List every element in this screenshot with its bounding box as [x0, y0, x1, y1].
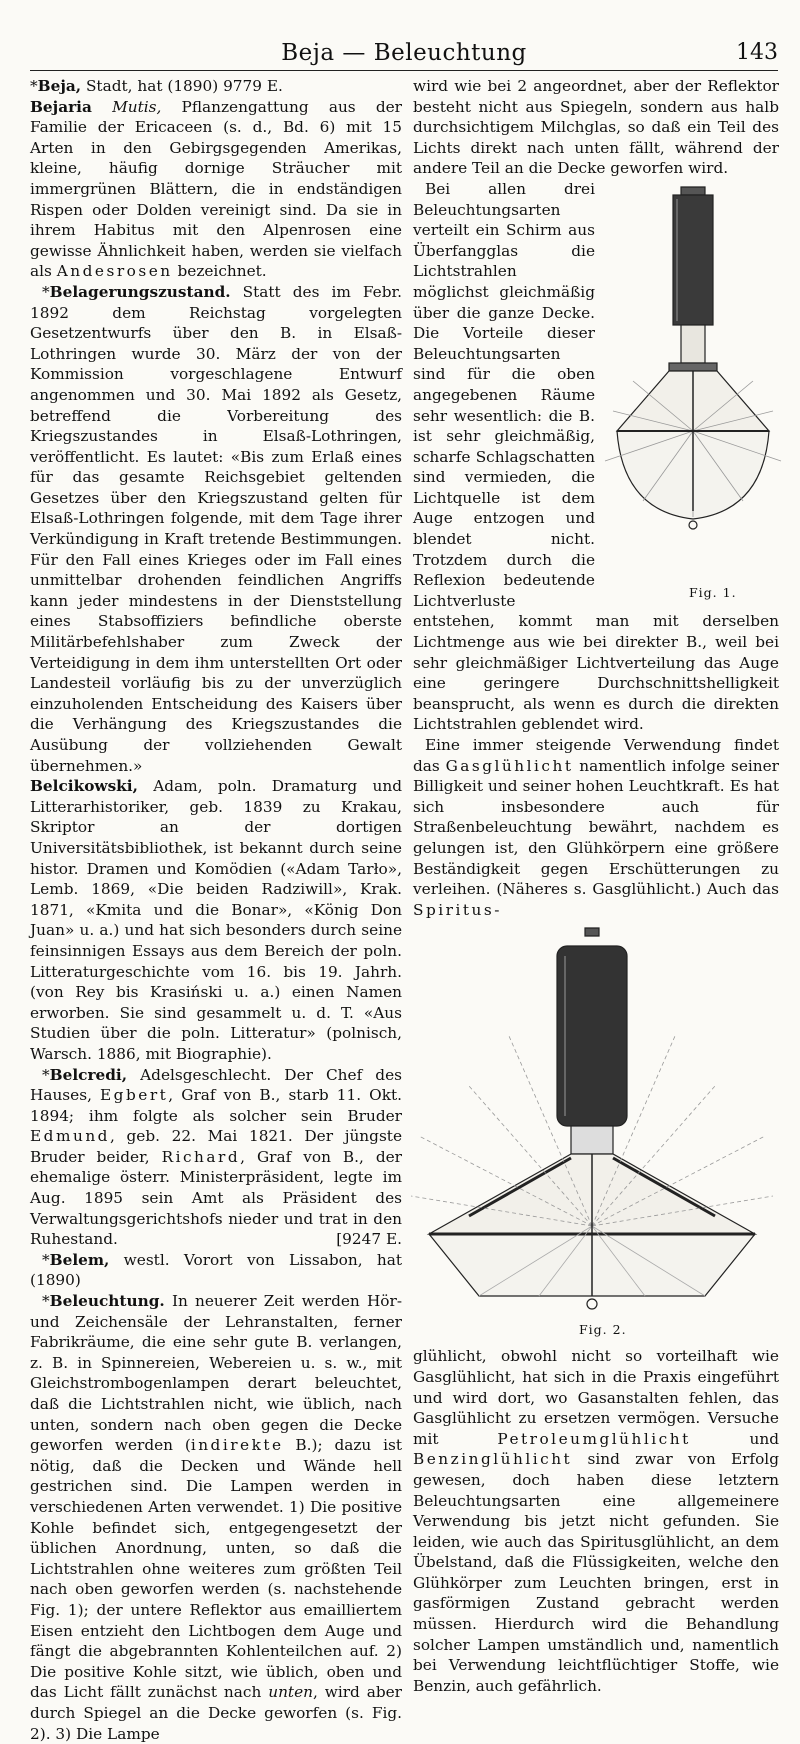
headword: Beja, [37, 77, 82, 95]
figure-2 [409, 926, 775, 1338]
entry-beleuchtung: *Beleuchtung. In neuerer Zeit werden Hör- und Zeichensäle der Lehranstalten, ferner Fabrikräume, die eine sehr gute B. verlangen, z. B. in Spinnereien, Webereien u. s. w., mit Gleichstrombogenlampen derart beleuchtet, daß die Lichtstrahlen nicht, wie üblich, nach unten, sondern nach oben gegen die Decke geworfen werden (indirekte B.); dazu ist nötig, daß die Decken und Wände hell gestrichen sind. Die Lampen werden in verschiedenen Arten verwendet. 1) Die positive Kohle befindet sich, entgegengesetzt der üblichen Anordnung, unten, so daß die Lichtstrahlen ohne weiteres zum größten Teil nach oben geworfen werden (s. nachstehende Fig. 1); der untere Reflektor aus emailliertem Eisen entzieht den Lichtbogen dem Auge und fängt die abgebrannten Kohlenteilchen auf. 2) Die positive Kohle sitzt, wie üblich, oben und das Licht fällt zunächst nach unten, wird aber durch Spiegel an die Decke geworfen (s. Fig. 2). 3) Die Lampe [30, 1292, 403, 1743]
running-header [30, 36, 778, 71]
page-number: 143 [736, 40, 778, 65]
entry-bejaria: Bejaria Mutis, Pflanzengattung aus der Familie der Ericaceen (s. d., Bd. 6) mit 15 Arten in den Gebirgsgegenden Amerikas, kleine, häufig dornige Sträucher mit immergrünen Blättern, die in endständigen Rispen oder Dolden vereinigt sind. Da sie in ihrem Habitus mit den Alpenrosen eine gewisse Ähnlichkeit haben, werden sie vielfach als Andesrosen bezeichnet. [30, 97, 402, 281]
header-title: Beja — Beleuchtung [281, 40, 527, 66]
paragraph-gasgluehlicht: Eine immer steigende Verwendung findet das Gasglühlicht namentlich infolge seiner Billigkeit und seiner hohen Leuchtkraft. Es hat sich insbesondere auch für Straßenbeleuchtung bewährt, nachdem es gelungen ist, den Glühkörpern eine größere Beständigkeit gegen Erschütterungen zu verleihen. (Näheres s. Gasglühlicht.) Auch das Spiritus- [413, 736, 779, 919]
entry-belcikowski: Belcikowski, Adam, poln. Dramaturg und Litterarhistoriker, geb. 1839 zu Krakau, Skriptor an der dortigen Universitätsbibliothek, ist bekannt durch seine histor. Dramen und Komödien («Adam Tarło», Lemb. 1869, «Die beiden Radziwill», Krak. 1871, «Kmita und die Bonar», «König Don Juan» u. a.) und hat sich besonders durch seine feinsinnigen Essays aus dem Bereich der poln. Litteraturgeschichte vom 16. bis 19. Jahrh. (von Rey bis Krasiński u. a.) einen Namen erworben. Sie sind gesammelt u. d. T. «Aus Studien über die poln. Litteratur» (polnisch, Warsch. 1886, mit Biographie). [30, 777, 402, 1063]
figure-1-caption: Fig. 1. [689, 584, 737, 600]
entry-belcredi: *Belcredi, Adelsgeschlecht. Der Chef des Hauses, Egbert, Graf von B., starb 11. Okt. 1894; ihm folgte als solcher sein Bruder Edmund, geb. 22. Mai 1821. Der jüngste Bruder beider, Richard, Graf von B., der ehemalige österr. Ministerpräsident, legte im Aug. 1895 sein Amt als Präsident des Verwaltungsgerichtshofs nieder und trat in den Ruhestand. [9247 E. [30, 1065, 402, 1249]
paragraph-beleuchtungsarten: Bei allen drei Beleuchtungsarten verteilt ein Schirm aus Überfangglas die Lichtstrahlen möglichst gleichmäßig über die ganze Decke. Die Vorteile dieser Beleuchtungsarten sind für die oben angegebenen Räume sehr wesentlich: die B. ist sehr gleichmäßig, scharfe Schlagschatten sind vermieden, die Lichtquelle ist dem Auge entzogen und blendet nicht. Trotzdem durch die Reflexion bedeutende Lichtverluste entstehen, kommt man mit derselben Lichtmenge aus wie bei direkter B., weil bei sehr gleichmäßiger Lichtverteilung das Auge eine geringere Durchschnittshelligkeit beansprucht, als wenn es durch die direkten Lichtstrahlen geblendet wird. [413, 179, 779, 734]
paragraph-continued: wird wie bei 2 angeordnet, aber der Reflektor besteht nicht aus Spiegeln, sondern aus halb durchsichtigem Milchglas, so daß ein Teil des Lichts direkt nach unten fällt, während der andere Teil an die Decke geworfen wird. [413, 77, 779, 178]
entry-beja: *Beja, Stadt, hat (1890) 9779 E. [30, 77, 283, 95]
headword: Belagerungszustand. [49, 282, 231, 301]
headword: Belem, [49, 1250, 110, 1269]
lamp-illustration-2 [409, 926, 775, 1318]
headword: Bejaria [30, 97, 92, 116]
left-column [30, 76, 402, 1744]
entry-belagerungszustand: *Belagerungszustand. Statt des im Febr. 1892 dem Reichstag vorgelegten Gesetzentwurfs über den B. in Elsaß-Lothringen wurde 30. März der von der Kommission vorgeschlagene Entwurf angenommen und 30. Mai 1892 als Gesetz, betreffend die Vorbereitung des Kriegszustandes in Elsaß-Lothringen, veröffentlicht. Es lautet: «Bis zum Erlaß eines für das gesamte Reichsgebiet geltenden Gesetzes über den Kriegszustand gelten für Elsaß-Lothringen folgende, mit dem Tage ihrer Verkündigung in Kraft tretende Bestimmungen. Für den Fall eines Krieges oder im Fall eines unmittelbar drohenden feindlichen Angriffs kann jeder mindestens in der Dienststellung eines Stabsoffiziers befindliche oberste Militärbefehlshaber zum Zweck der Verteidigung in dem ihm unterstellten Ort oder Landesteil vorläufig bis zu der unverzüglich einzuholenden Entscheidung des Kaisers über die Verhängung des Kriegszustandes die Ausübung der vollziehenden Gewalt übernehmen.» [30, 282, 402, 775]
figure-1 [603, 181, 783, 611]
figure-2-caption: Fig. 2. [579, 1322, 627, 1338]
entry-belem: *Belem, westl. Vorort von Lissabon, hat (1890) [30, 1250, 402, 1290]
right-column [413, 76, 779, 1696]
paragraph-spiritusgluehlicht: glühlicht, obwohl nicht so vorteilhaft wie Gasglühlicht, hat sich in die Praxis eingeführt und wird dort, wo Gasanstalten fehlen, das Gasglühlicht zu ersetzen vermögen. Versuche mit Petroleumglühlicht und Benzinglühlicht sind zwar von Erfolg gewesen, doch haben diese letztern Beleuchtungsarten eine allgemeinere Verwendung bis jetzt nicht gefunden. Sie leiden, wie auch das Spiritusglühlicht, an dem Übelstand, daß die Flüssigkeiten, welche den Glühkörper zum Leuchten bringen, erst in gasförmigen Zustand gebracht werden müssen. Hierdurch wird die Behandlung solcher Lampen umständlich und, namentlich bei Verwendung leichtflüchtiger Stoffe, wie Benzin, auch gefährlich. [413, 1347, 779, 1695]
headword: Beleuchtung. [49, 1292, 165, 1311]
lamp-illustration-1 [603, 181, 783, 591]
headword: Belcredi, [49, 1065, 128, 1084]
headword: Belcikowski, [30, 777, 138, 796]
